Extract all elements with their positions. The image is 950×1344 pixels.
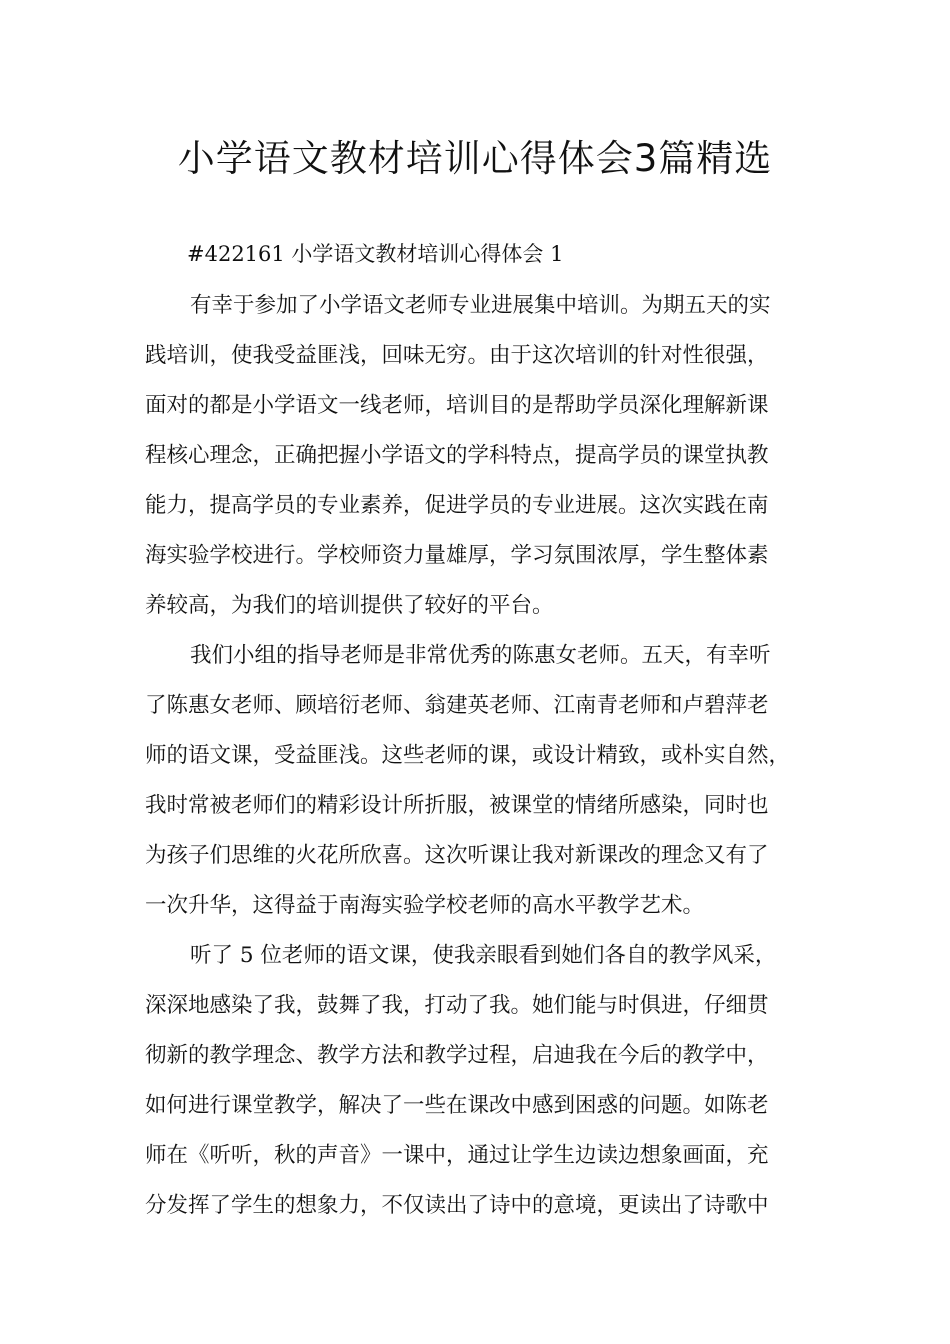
paragraph-line: 师在《听听，秋的声音》一课中，通过让学生边读边想象画面，充 [145, 1143, 769, 1168]
paragraph-line: 有幸于参加了小学语文老师专业进展集中培训。为期五天的实 [190, 293, 771, 318]
paragraph-line: 了陈惠女老师、顾培衍老师、翁建英老师、江南青老师和卢碧萍老 [145, 693, 769, 718]
paragraph-line: 如何进行课堂教学，解决了一些在课改中感到困惑的问题。如陈老 [145, 1093, 769, 1118]
document-title: 小学语文教材培训心得体会3篇精选 [177, 137, 773, 180]
paragraph-line: 听了 5 位老师的语文课，使我亲眼看到她们各自的教学风采， [190, 943, 777, 968]
paragraph-line: 师的语文课，受益匪浅。这些老师的课，或设计精致，或朴实自然， [145, 743, 791, 768]
paragraph-line: 一次升华，这得益于南海实验学校老师的高水平教学艺术。 [145, 893, 705, 918]
paragraph-line: 为孩子们思维的火花所欣喜。这次听课让我对新课改的理念又有了 [145, 843, 769, 868]
paragraph-line: 我们小组的指导老师是非常优秀的陈惠女老师。五天，有幸听 [190, 643, 771, 668]
paragraph-line: 程核心理念，正确把握小学语文的学科特点，提高学员的课堂执教 [145, 443, 769, 468]
paragraph-line: 分发挥了学生的想象力，不仅读出了诗中的意境，更读出了诗歌中 [145, 1193, 769, 1218]
paragraph-line: 面对的都是小学语文一线老师，培训目的是帮助学员深化理解新课 [145, 393, 769, 418]
paragraph-line: 能力，提高学员的专业素养，促进学员的专业进展。这次实践在南 [145, 493, 769, 518]
paragraph-line: 践培训，使我受益匪浅，回味无穷。由于这次培训的针对性很强， [145, 343, 769, 368]
paragraph-line: 我时常被老师们的精彩设计所折服，被课堂的情绪所感染，同时也 [145, 793, 769, 818]
paragraph-line: 养较高，为我们的培训提供了较好的平台。 [145, 593, 554, 618]
paragraph-line: 彻新的教学理念、教学方法和教学过程，启迪我在今后的教学中， [145, 1043, 769, 1068]
paragraph-line: 海实验学校进行。学校师资力量雄厚，学习氛围浓厚，学生整体素 [145, 543, 769, 568]
section-heading: #422161 小学语文教材培训心得体会 1 [187, 242, 564, 266]
paragraph-line: 深深地感染了我，鼓舞了我，打动了我。她们能与时俱进，仔细贯 [145, 993, 769, 1018]
